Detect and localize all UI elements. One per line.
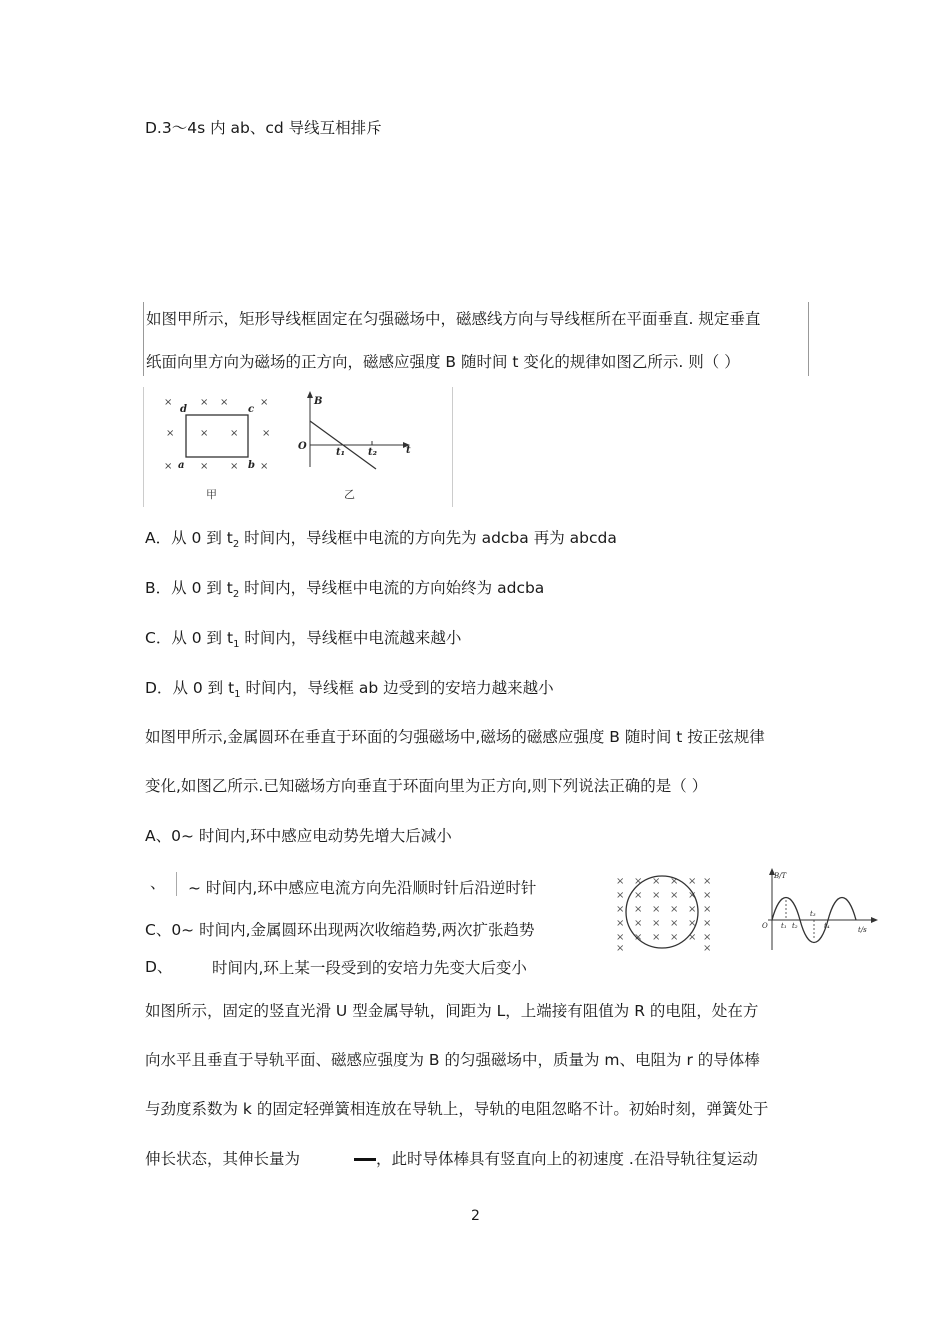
q2-stem-line1: 如图甲所示,金属圆环在垂直于环面的匀强磁场中,磁场的磁感应强度 B 随时间 t 按正弦规律 <box>145 728 765 746</box>
svg-text:×: × <box>230 428 239 439</box>
axis-t-label: t <box>406 445 411 456</box>
q3-line4-post: ，此时导体棒具有竖直向上的初速度 .在沿导轨往复运动 <box>376 1150 758 1168</box>
svg-text:×: × <box>652 918 661 929</box>
svg-text:×: × <box>652 890 661 901</box>
ring-svg <box>610 872 714 952</box>
svg-text:×: × <box>260 397 269 408</box>
svg-text:×: × <box>652 932 661 943</box>
svg-text:×: × <box>616 876 625 887</box>
svg-text:×: × <box>703 932 712 943</box>
q2-option-d: 时间内,环上某一段受到的安培力先变大后变小 <box>212 959 527 977</box>
sine-t4: t₄ <box>824 922 830 930</box>
svg-text:×: × <box>166 428 175 439</box>
label-b: b <box>248 460 255 471</box>
svg-text:×: × <box>670 932 679 943</box>
t1-label: t₁ <box>336 447 345 458</box>
svg-text:×: × <box>634 932 643 943</box>
q3-line2: 向水平且垂直于导轨平面、磁感应强度为 B 的匀强磁场中，质量为 m、电阻为 r 的导体棒 <box>145 1051 760 1069</box>
q3-line3: 与劲度系数为 k 的固定轻弹簧相连放在导轨上，导轨的电阻忽略不计。初始时刻，弹簧处于 <box>145 1100 769 1118</box>
svg-text:×: × <box>634 918 643 929</box>
svg-text:×: × <box>703 918 712 929</box>
q2-option-b-mark: 、 <box>150 874 166 892</box>
caption-jia: 甲 <box>206 488 217 501</box>
q1-option-a: A．从 0 到 $t_2$ 时间内，导线框中电流的方向先为 adcba 再为 abcda <box>145 529 617 550</box>
svg-text:×: × <box>703 876 712 887</box>
q2-option-b: ~ 时间内,环中感应电流方向先沿顺时针后沿逆时针 <box>188 879 537 897</box>
svg-text:×: × <box>670 890 679 901</box>
q2-option-c: C、0~ 时间内,金属圆环出现两次收缩趋势,两次扩张趋势 <box>145 921 535 939</box>
q3-line1: 如图所示，固定的竖直光滑 U 型金属导轨，间距为 L，上端接有阻值为 R 的电阻，处在方 <box>145 1002 759 1020</box>
svg-text:×: × <box>652 904 661 915</box>
sine-axis-y: B/T <box>774 872 787 880</box>
sine-t3: t₃ <box>810 910 816 918</box>
axis-b-label: B <box>314 396 323 407</box>
q2-option-d-letter: D、 <box>145 958 173 976</box>
svg-text:×: × <box>230 461 239 472</box>
t2-label: t₂ <box>368 447 377 458</box>
svg-text:×: × <box>616 932 625 943</box>
sine-t1: t₁ <box>781 922 787 930</box>
q2-sine-graph <box>754 866 878 952</box>
svg-text:×: × <box>616 890 625 901</box>
origin-label: O <box>298 441 307 452</box>
fraction-bar <box>354 1158 376 1161</box>
svg-text:×: × <box>670 904 679 915</box>
q3-line4-pre: 伸长状态，其伸长量为 <box>145 1150 301 1168</box>
svg-text:×: × <box>200 428 209 439</box>
label-a: a <box>178 460 185 471</box>
svg-text:×: × <box>260 461 269 472</box>
prev-option-d: D.3～4s 内 ab、cd 导线互相排斥 <box>145 119 382 137</box>
svg-text:×: × <box>634 904 643 915</box>
svg-text:×: × <box>688 876 697 887</box>
q1-option-d: D．从 0 到 $t_1$ 时间内，导线框 ab 边受到的安培力越来越小 <box>145 679 554 700</box>
svg-text:×: × <box>652 876 661 887</box>
q2-ring-figure <box>610 872 714 952</box>
svg-text:×: × <box>688 932 697 943</box>
caption-yi: 乙 <box>344 488 355 501</box>
page-number: 2 <box>471 1208 480 1224</box>
q1-figure <box>143 387 453 507</box>
q1-option-c: C．从 0 到 $t_1$ 时间内，导线框中电流越来越小 <box>145 629 462 650</box>
sine-origin: O <box>762 922 768 930</box>
sine-svg <box>754 866 878 952</box>
sine-t2: t₂ <box>792 922 798 930</box>
svg-text:×: × <box>634 876 643 887</box>
svg-text:×: × <box>703 890 712 901</box>
svg-text:×: × <box>634 890 643 901</box>
svg-text:×: × <box>688 904 697 915</box>
svg-text:×: × <box>200 397 209 408</box>
q1-option-b: B．从 0 到 $t_2$ 时间内，导线框中电流的方向始终为 adcba <box>145 579 545 600</box>
q2-stem-line2: 变化,如图乙所示.已知磁场方向垂直于环面向里为正方向,则下列说法正确的是（ ） <box>145 777 708 795</box>
svg-text:×: × <box>688 918 697 929</box>
q2-option-a: A、0~ 时间内,环中感应电动势先增大后减小 <box>145 827 452 845</box>
svg-text:×: × <box>220 397 229 408</box>
svg-text:×: × <box>670 918 679 929</box>
svg-text:×: × <box>688 890 697 901</box>
svg-text:×: × <box>200 461 209 472</box>
svg-text:×: × <box>164 397 173 408</box>
q2-option-b-divider <box>176 872 177 896</box>
q1-figure-svg <box>144 387 452 507</box>
svg-text:×: × <box>616 918 625 929</box>
svg-text:×: × <box>262 428 271 439</box>
label-d: d <box>180 404 187 415</box>
svg-text:×: × <box>164 461 173 472</box>
svg-text:×: × <box>703 943 712 952</box>
label-c: c <box>248 404 255 415</box>
svg-text:×: × <box>616 904 625 915</box>
svg-text:×: × <box>703 904 712 915</box>
q1-stem-line2: 纸面向里方向为磁场的正方向，磁感应强度 B 随时间 t 变化的规律如图乙所示. 则（ ） <box>146 353 740 371</box>
svg-text:×: × <box>616 943 625 952</box>
q1-stem-line1: 如图甲所示，矩形导线框固定在匀强磁场中，磁感线方向与导线框所在平面垂直. 规定垂直 <box>146 310 761 328</box>
svg-text:×: × <box>670 876 679 887</box>
sine-axis-x: t/s <box>858 926 867 934</box>
